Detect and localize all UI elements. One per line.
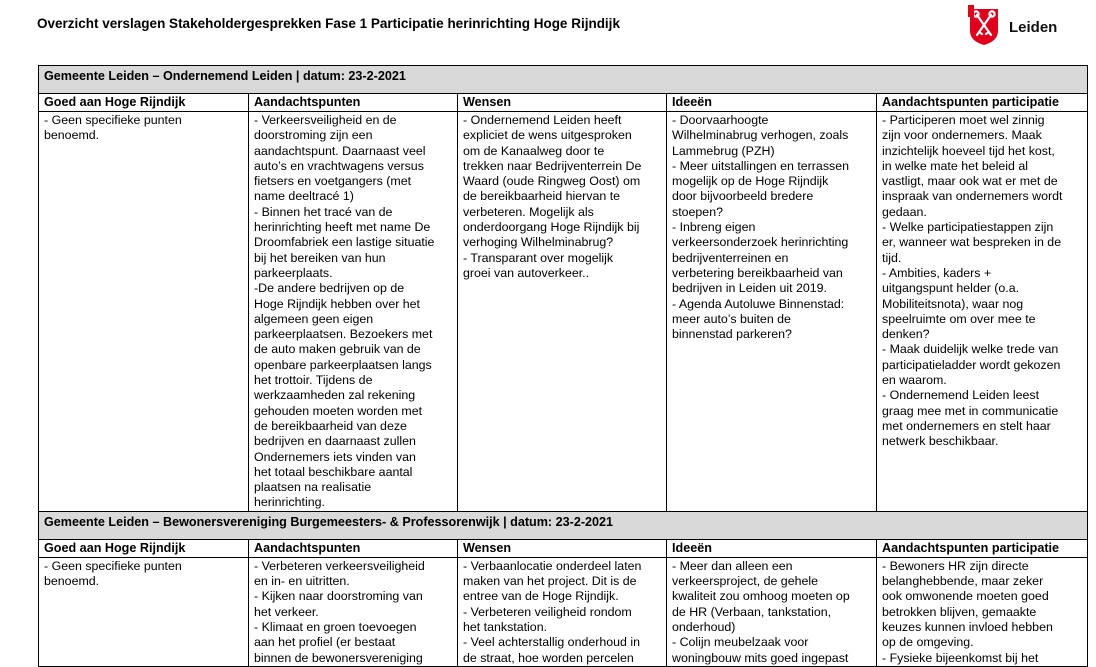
cell-wensen: - Verbaanlocatie onderdeel laten maken van het project. Dit is de entree van de Hoge Rijndijk. - Verbeteren veiligheid rondom het tankstation. - Veel achterstallig onderhoud in de straat, hoe worden percelen	[458, 557, 667, 666]
column-header-aandachtspunten: Aandachtspunten	[249, 539, 458, 557]
stakeholder-table	[38, 65, 1088, 667]
column-header-wensen: Wensen	[458, 94, 667, 112]
cell-wensen: - Ondernemend Leiden heeft expliciet de wens uitgesproken om de Kanaalweg door te trekken naar Bedrijventerrein De Waard (oude Ringweg Oost) om de bereikbaarheid hiervan te verbeteren. Mogelijk als onderdoorgang Hoge Rijndijk bij verhoging Wilhelminabrug? - Transparant over mogelijk groei van autoverkeer..	[458, 112, 667, 512]
section-heading: Gemeente Leiden – Ondernemend Leiden | datum: 23-2-2021	[39, 66, 1088, 94]
cell-goed: - Geen specifieke punten benoemd.	[39, 112, 249, 512]
cell-participatie: - Bewoners HR zijn directe belanghebbende, maar zeker ook omwonende moeten goed betrokken blijven, gemaakte keuzes kunnen invloed hebben op de omgeving. - Fysieke bijeenkomst bij het	[877, 557, 1088, 666]
cell-aandachtspunten: - Verkeersveiligheid en de doorstroming zijn een aandachtspunt. Daarnaast veel auto’s en vrachtwagens versus fietsers en voetgangers (met name deeltracé 1) - Binnen het tracé van de herinrichting heeft met name De Droomfabriek een lastige situatie bij het bereiken van hun parkeerplaats. -De andere bedrijven op de Hoge Rijndijk hebben over het algemeen geen eigen parkeerplaatsen. Bezoekers met de auto maken gebruik van de openbare parkeerplaatsen langs het trottoir. Tijdens de werkzaamheden zal rekening gehouden moeten worden met de bereikbaarheid van deze bedrijven en daarnaast zullen Ondernemers iets vinden van het totaal beschikbare aantal plaatsen na realisatie herinrichting.	[249, 112, 458, 512]
cell-ideeen: - Doorvaarhoogte Wilhelminabrug verhogen, zoals Lammebrug (PZH) - Meer uitstallingen en terrassen mogelijk op de Hoge Rijndijk door bijvoorbeeld bredere stoepen? - Inbreng eigen verkeersonderzoek herinrichting bedrijventerreinen en verbetering bereikbaarheid van bedrijven in Leiden uit 2019. - Agenda Autoluwe Binnenstad: meer auto’s buiten de binnenstad parkeren?	[667, 112, 877, 512]
column-header-wensen: Wensen	[458, 539, 667, 557]
column-header-ideeen: Ideeën	[667, 94, 877, 112]
column-header-row	[39, 539, 1088, 557]
cell-participatie: - Participeren moet wel zinnig zijn voor ondernemers. Maak inzichtelijk hoeveel tijd het kost, in welke mate het beleid al vastligt, maar ook wat er met de inspraak van ondernemers wordt gedaan. - Welke participatiestappen zijn er, wanneer wat bespreken in de tijd. - Ambities, kaders + uitgangspunt helder (o.a. Mobiliteitsnota), waar nog speelruimte om over mee te denken? - Maak duidelijk welke trede van participatieladder wordt gekozen en waarom. - Ondernemend Leiden leest graag mee met in communicatie met ondernemers en stelt haar netwerk beschikbaar.	[877, 112, 1088, 512]
column-header-aandachtspunten: Aandachtspunten	[249, 94, 458, 112]
cell-aandachtspunten: - Verbeteren verkeersveiligheid en in- en uitritten. - Kijken naar doorstroming van het verkeer. - Klimaat en groen toevoegen aan het profiel (er bestaat binnen de bewonersvereniging	[249, 557, 458, 666]
cell-ideeen: - Meer dan alleen een verkeersproject, de gehele kwaliteit zou omhoog moeten op de HR (Verbaan, tankstation, onderhoud) - Colijn meubelzaak voor woningbouw mits goed ingepast	[667, 557, 877, 666]
leiden-logo	[968, 5, 1068, 45]
leiden-keys-icon	[968, 5, 1004, 45]
column-header-goed: Goed aan Hoge Rijndijk	[39, 94, 249, 112]
section-heading-row	[39, 66, 1088, 94]
column-header-participatie: Aandachtspunten participatie	[877, 94, 1088, 112]
column-header-participatie: Aandachtspunten participatie	[877, 539, 1088, 557]
column-header-ideeen: Ideeën	[667, 539, 877, 557]
logo-text: Leiden	[1009, 19, 1058, 36]
table-row	[39, 112, 1088, 512]
section-heading: Gemeente Leiden – Bewonersvereniging Burgemeesters- & Professorenwijk | datum: 23-2-2021	[39, 511, 1088, 539]
column-header-goed: Goed aan Hoge Rijndijk	[39, 539, 249, 557]
cell-goed: - Geen specifieke punten benoemd.	[39, 557, 249, 666]
table-row	[39, 557, 1088, 666]
section-heading-row	[39, 511, 1088, 539]
document-title: Overzicht verslagen Stakeholdergesprekken Fase 1 Participatie herinrichting Hoge Rijndijk	[37, 16, 620, 31]
column-header-row	[39, 94, 1088, 112]
